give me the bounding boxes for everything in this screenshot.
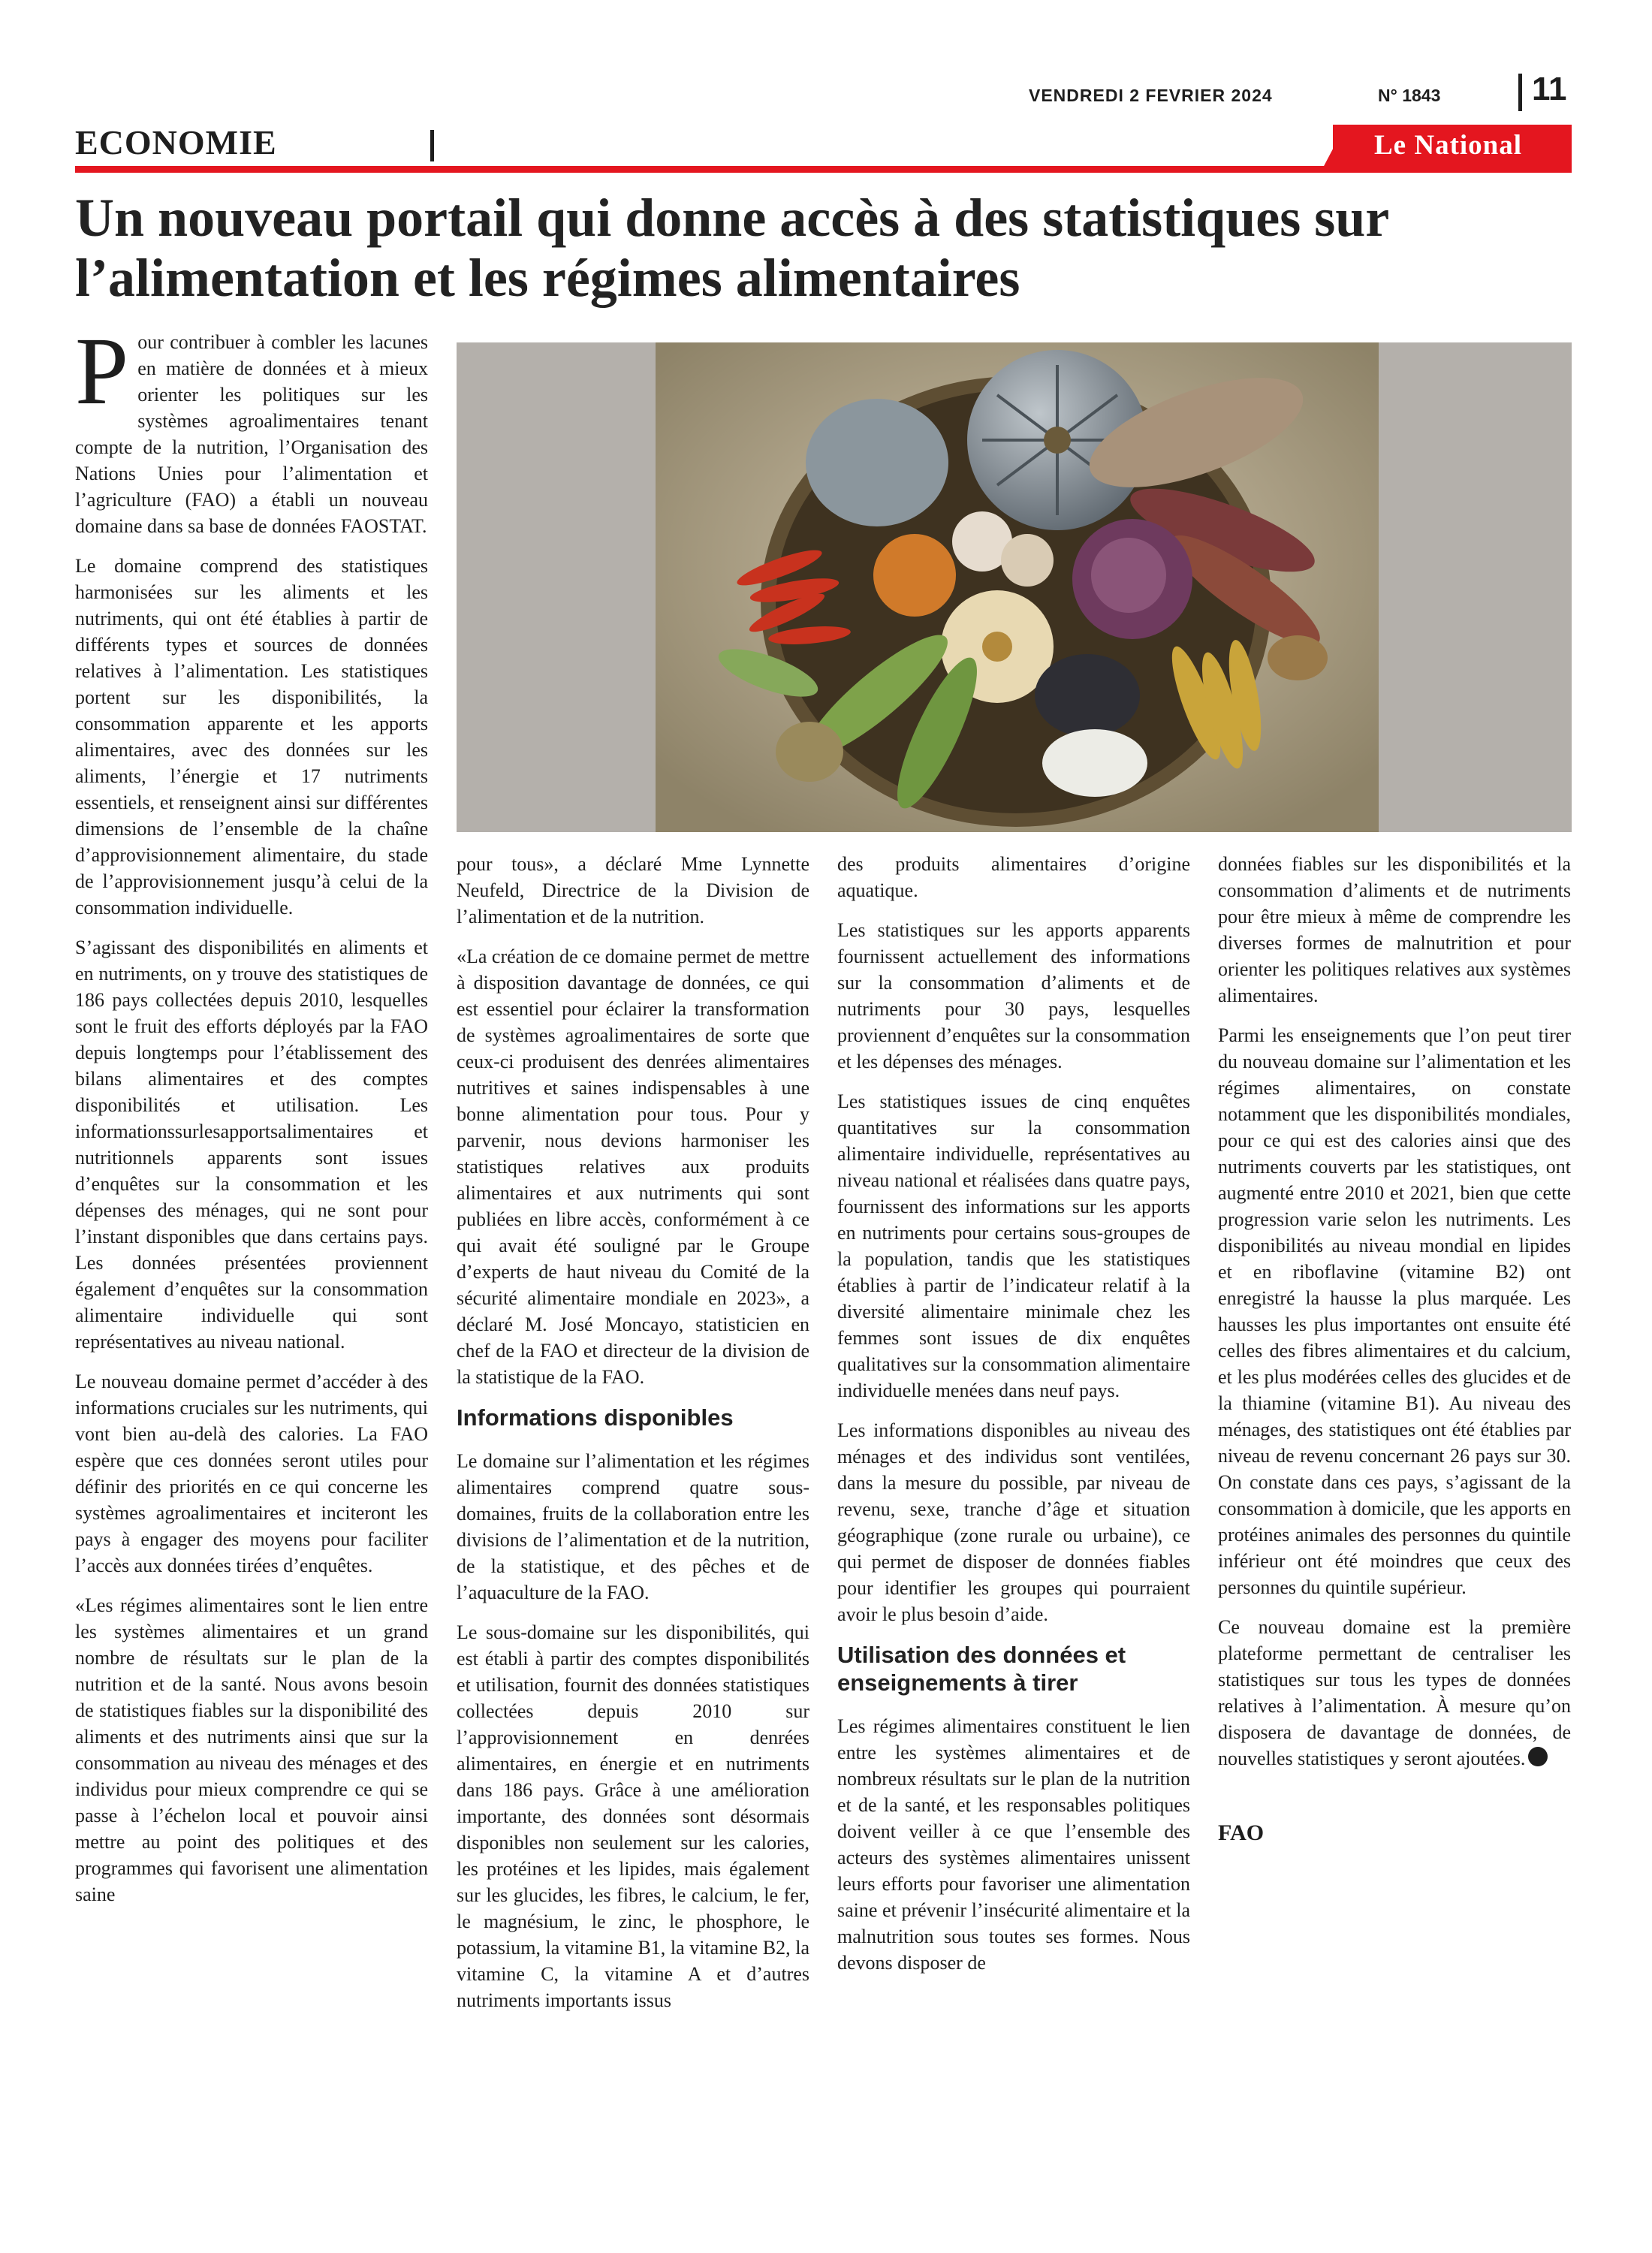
paragraph: Pour contribuer à combler les lacunes en matière de données et à mieux orienter les politiques sur les systèmes agroalimentaires tenant compte de la nutrition, l’Organisation des Nations Unies pour l’alimentation et l’agriculture (FAO) a établi un nouveau domaine dans sa base de données FAOSTAT. <box>75 318 428 537</box>
paragraph: «Les régimes alimentaires sont le lien entre les systèmes alimentaires et un grand nombre de résultats sur le plan de la nutrition et de la santé. Nous avons besoin de statistiques fiables sur la disponibilité des aliments et des nutriments ainsi que sur la consommation au niveau des ménages et des individus pour mieux comprendre ce qui se passe à l’échelon local et pouvoir ainsi mettre au point des politiques et des programmes qui favorisent une alimentation saine <box>75 1594 428 1905</box>
article-column-2 <box>457 851 809 2236</box>
paragraph: «La création de ce domaine permet de mettre à disposition davantage de données, ce qui est essentiel pour éclairer la transformation de systèmes agroalimentaires de sorte que ceux-ci produisent des denrées alimentaires nutritives et saines indispensables à une bonne alimentation pour tous. Pour y parvenir, nous devions harmoniser les statistiques relatives aux produits alimentaires et aux nutriments qui sont publiées en libre accès, conformément à ce qui avait été souligné par le Groupe d’experts de haut niveau du Comité de la sécurité alimentaire mondiale en 2023», a déclaré M. José Moncayo, statisticien en chef de la FAO et directeur de la division de la statistique de la FAO. <box>457 946 809 1388</box>
paragraph: des produits alimentaires d’origine aquatique. <box>837 853 1190 901</box>
section-divider <box>430 130 434 161</box>
paragraph: Parmi les enseignements que l’on peut tirer du nouveau domaine sur l’alimentation et les régimes alimentaires, on constate notamment que les disponibilités mondiales, pour ce qui est des calories ainsi que des nutriments couverts par les statistiques, ont augmenté entre 2010 et 2021, bien que cette progression varie selon les nutriments. Les disponibilités au niveau mondial en lipides et en riboflavine (vitamine B2) ont enregistré la hausse la plus marquée. Les hausses les plus importantes ont ensuite été celles des fibres alimentaires et du calcium, et les plus modérées celles des glucides et de la thiamine (vitamine B1). Au niveau des ménages, des statistiques ont été établies par niveau de revenu concernant 26 pays sur 30. On constate dans ces pays, s’agissant de la consommation à domicile, que les apports en protéines animales des personnes du quintile inférieur ont été moindres que ceux des personnes du quintile supérieur. <box>1218 1024 1571 1598</box>
brand-name: Le National <box>1374 130 1523 161</box>
paragraph: Les statistiques sur les apports apparents fournissent actuellement des informations sur la consommation d’aliments et de nutriments pour 30 pays, lesquelles proviennent d’enquêtes sur la consommation et les dépenses des ménages. <box>837 919 1190 1072</box>
header-rule <box>75 166 1572 173</box>
paragraph: Le domaine sur l’alimentation et les régimes alimentaires comprend quatre sous-domaines, fruits de la collaboration entre les divisions de l’alimentation et de la nutrition, de la statistique, et des pêches et de l’aquaculture de la FAO. <box>457 1450 809 1603</box>
article-column-4 <box>1218 851 1571 2236</box>
paragraph: pour tous», a déclaré Mme Lynnette Neufeld, Directrice de la Division de l’alimentation et de la nutrition. <box>457 853 809 927</box>
page-header <box>1029 71 1571 116</box>
paragraph: Les régimes alimentaires constituent le lien entre les systèmes alimentaires et de nombreux résultats sur le plan de la nutrition et de la santé, et les responsables politiques doivent veiller à ce que l’ensemble des acteurs des systèmes alimentaires unissent leurs efforts pour favoriser une alimentation saine et prévenir l’insécurité alimentaire et la malnutrition sous toutes ses formes. Nous devons disposer de <box>837 1715 1190 1974</box>
section-heading: Informations disponibles <box>457 1404 734 1431</box>
paragraph: Les statistiques issues de cinq enquêtes quantitatives sur la consommation alimentaire individuelle, représentatives au niveau national et réalisées dans quatre pays, fournissent des informations sur les apports en nutriments pour certains sous-groupes de la population, tandis que les statistiques établies à partir de l’indicateur relatif à la diversité alimentaire minimale chez les femmes sont issues de dix enquêtes qualitatives sur la consommation alimentaire individuelle menées dans neuf pays. <box>837 1090 1190 1401</box>
issue-date: VENDREDI 2 FEVRIER 2024 <box>1029 86 1273 105</box>
paragraph: Le domaine comprend des statistiques harmonisées sur les aliments et les nutriments, qui ont été établies à partir de différents types et sources de données relatives à l’alimentation. Les statistiques portent sur les disponibilités, la consommation apparente et les apports alimentaires, avec des données sur les aliments, l’énergie et 17 nutriments essentiels, et renseignent ainsi sur différentes dimensions de l’ensemble de la chaîne d’approvisionnement alimentaire, du stade de l’approvisionnement jusqu’à celui de la consommation individuelle. <box>75 555 428 918</box>
paragraph: données fiables sur les disponibilités et la consommation d’aliments et de nutriments pour être mieux à même de comprendre les diverses formes de malnutrition et pour orienter les politiques relatives aux systèmes alimentaires. <box>1218 853 1571 1006</box>
drop-cap: P <box>75 318 129 424</box>
article-column-3 <box>837 851 1190 2236</box>
article-headline: Un nouveau portail qui donne accès à des statistiques sur l’alimentation et les régimes alimentaires <box>75 188 1388 308</box>
header-divider <box>1518 74 1522 111</box>
end-mark-icon <box>1528 1747 1548 1766</box>
section-label: ECONOMIE <box>75 123 277 161</box>
section-heading: Utilisation des données et enseignements à tirer <box>837 1642 1126 1696</box>
paragraph: S’agissant des disponibilités en aliments et en nutriments, on y trouve des statistiques de 186 pays collectées depuis 2010, lesquelles sont le fruit des efforts déployés par la FAO depuis longtemps pour l’établissement des bilans alimentaires et des comptes disponibilités et utilisation. Les informationssurlesapportsalimentaires et nutritionnels apparents sont issues d’enquêtes sur la consommation et les dépenses des ménages, qui ne sont pour l’instant disponibles que dans certains pays. Les données présentées proviennent également d’enquêtes sur la consommation alimentaire individuelle qui sont représentatives au niveau national. <box>75 936 428 1353</box>
paragraph: Les informations disponibles au niveau des ménages et des individus sont ventilées, dans la mesure du possible, par niveau de revenu, sexe, tranche d’âge et situation géographique (zone rurale ou urbaine), ce qui permet de disposer de données fiables pour identifier les groupes qui pourraient avoir le plus besoin d’aide. <box>837 1419 1190 1625</box>
paragraph: Ce nouveau domaine est la première plateforme permettant de centraliser les statistiques sur tous les types de données relatives à l’alimentation. À mesure qu’on disposera de davantage de données, de nouvelles statistiques y seront ajoutées. <box>1218 1616 1571 1769</box>
vegetable-basket-photo <box>457 342 1572 832</box>
article-signature: FAO <box>1218 1820 1265 1845</box>
paragraph: Le sous-domaine sur les disponibilités, qui est établi à partir des comptes disponibilités et utilisation, fournit des données statistiques collectées depuis 2010 sur l’approvisionnement en denrées alimentaires, en énergie et en nutriments dans 186 pays. Grâce à une amélioration importante, des données sont désormais disponibles non seulement sur les calories, les protéines et les lipides, mais également sur les glucides, les fibres, le calcium, le fer, le magnésium, le zinc, le phosphore, le potassium, la vitamine B1, la vitamine B2, la vitamine C, la vitamine A et d’autres nutriments importants issus <box>457 1621 809 2011</box>
article-column-1 <box>75 318 428 2236</box>
issue-number: N° 1843 <box>1378 86 1441 105</box>
paragraph: Le nouveau domaine permet d’accéder à des informations cruciales sur les nutriments, qui vont bien au-delà des calories. La FAO espère que ces données seront utiles pour définir des priorités en ce qui concerne les systèmes agroalimentaires et inciteront les pays à engager des moyens pour faciliter l’accès aux données tirées d’enquêtes. <box>75 1371 428 1576</box>
page-number: 11 <box>1532 71 1567 107</box>
